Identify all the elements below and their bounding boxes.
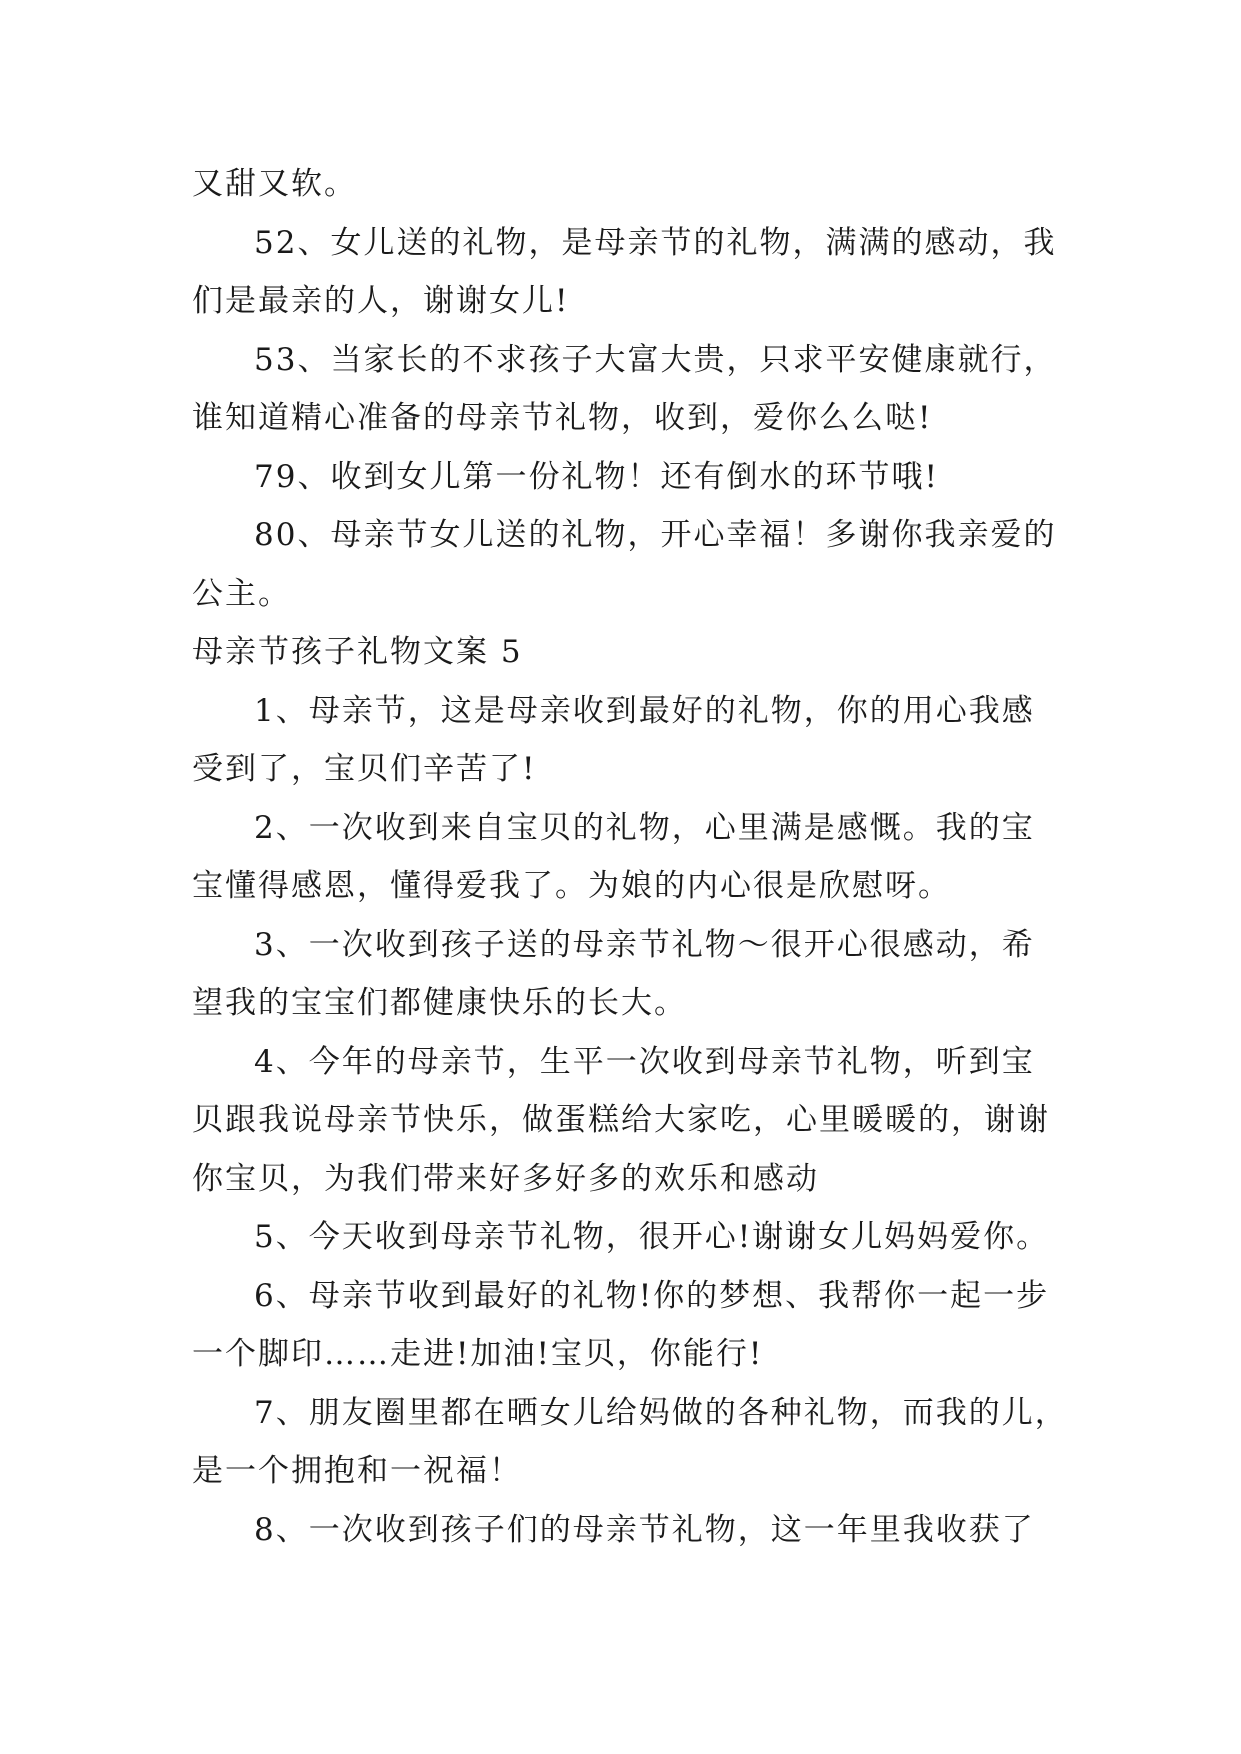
paragraph [192, 1208, 1062, 1267]
text-line: 52、女儿送的礼物，是母亲节的礼物，满满的感动，我 [254, 224, 1057, 261]
paragraph [192, 799, 1062, 916]
text-line: 你宝贝，为我们带来好多好多的欢乐和感动 [192, 1160, 819, 1197]
text-line: 1、母亲节，这是母亲收到最好的礼物，你的用心我感 [254, 692, 1035, 729]
text-line: 谁知道精心准备的母亲节礼物，收到，爱你么么哒! [192, 400, 933, 436]
text-line: 53、当家长的不求孩子大富大贵，只求平安健康就行， [254, 341, 1057, 378]
paragraph [192, 214, 1062, 331]
text-line: 2、一次收到来自宝贝的礼物，心里满是感慨。我的宝 [254, 809, 1035, 846]
paragraph [192, 331, 1062, 448]
paragraph [192, 448, 1062, 507]
text-line: 7、朋友圈里都在晒女儿给妈做的各种礼物，而我的儿， [254, 1394, 1068, 1431]
text-line: 们是最亲的人，谢谢女儿! [192, 283, 570, 319]
text-line: 79、收到女儿第一份礼物！还有倒水的环节哦! [254, 458, 939, 495]
section-heading [192, 623, 1062, 682]
text-line: 宝懂得感恩，懂得爱我了。为娘的内心很是欣慰呀。 [192, 868, 951, 904]
paragraph [192, 1033, 1062, 1209]
paragraph [192, 155, 1062, 214]
text-line: 公主。 [192, 575, 291, 612]
paragraph [192, 916, 1062, 1033]
paragraph [192, 1501, 1062, 1560]
text-line: 一个脚印……走进!加油!宝贝，你能行! [192, 1336, 764, 1372]
text-line: 母亲节孩子礼物文案 5 [192, 634, 523, 670]
text-line: 80、母亲节女儿送的礼物，开心幸福！多谢你我亲爱的 [254, 517, 1057, 553]
document-body [192, 155, 1068, 1559]
text-line: 8、一次收到孩子们的母亲节礼物，这一年里我收获了 [254, 1511, 1035, 1548]
paragraph [192, 1267, 1062, 1384]
text-line: 5、今天收到母亲节礼物，很开心!谢谢女儿妈妈爱你。 [254, 1219, 1050, 1255]
text-line: 贝跟我说母亲节快乐，做蛋糕给大家吃，心里暖暖的，谢谢 [192, 1102, 1050, 1138]
paragraph [192, 1384, 1068, 1501]
text-line: 又甜又软。 [192, 166, 357, 202]
text-line: 受到了，宝贝们辛苦了! [192, 751, 537, 787]
text-line: 4、今年的母亲节，生平一次收到母亲节礼物，听到宝 [254, 1043, 1035, 1080]
text-line: 6、母亲节收到最好的礼物!你的梦想、我帮你一起一步 [254, 1277, 1050, 1314]
text-line: 望我的宝宝们都健康快乐的长大。 [192, 985, 687, 1021]
paragraph [192, 506, 1062, 623]
text-line: 3、一次收到孩子送的母亲节礼物～很开心很感动，希 [254, 926, 1035, 963]
paragraph [192, 682, 1062, 799]
text-line: 是一个拥抱和一祝福！ [192, 1453, 522, 1489]
